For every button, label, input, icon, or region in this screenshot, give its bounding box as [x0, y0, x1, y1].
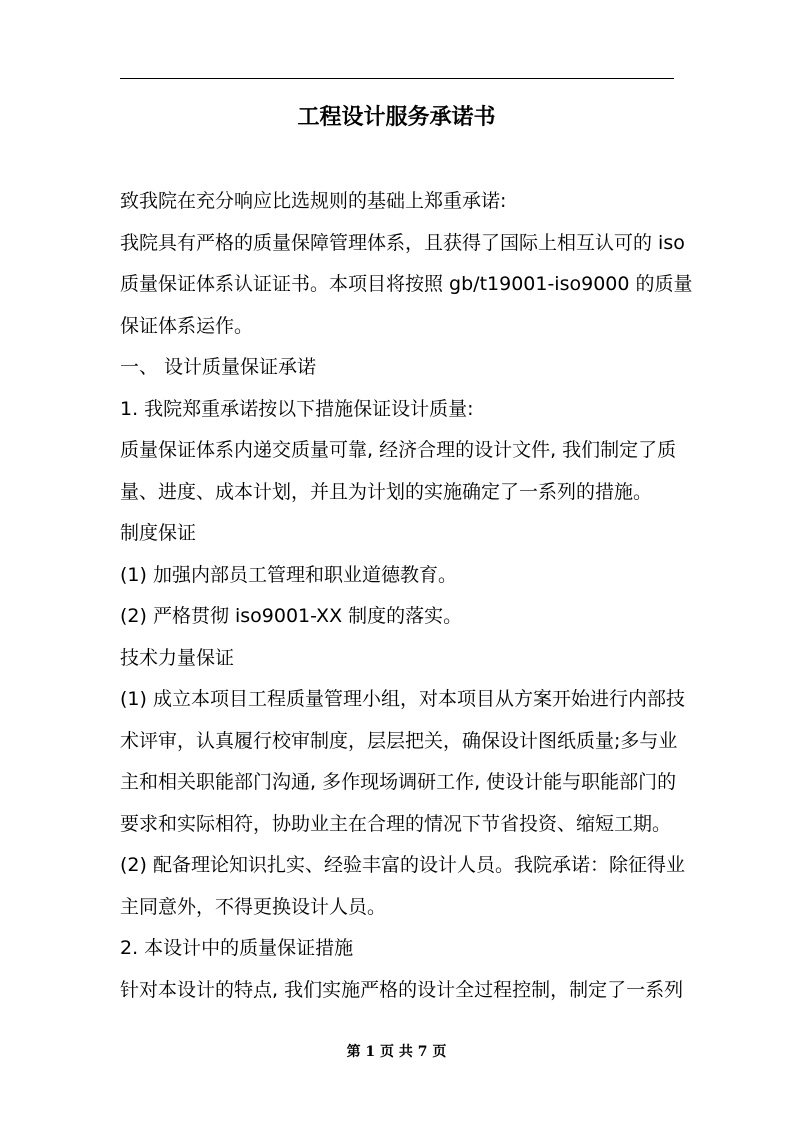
body-line: (1) 成立本项目工程质量管理小组，对本项目从方案开始进行内部技 [120, 688, 685, 710]
body-line: 量、进度、成本计划，并且为计划的实施确定了一系列的措施。 [120, 480, 653, 503]
body-line: (2) 严格贯彻 iso9001-XX 制度的落实。 [120, 605, 463, 627]
body-line: 要求和实际相符，协助业主在合理的情况下节省投资、缩短工期。 [120, 812, 672, 835]
section-heading: 2. 本设计中的质量保证措施 [120, 937, 354, 959]
subsection-heading: 技术力量保证 [120, 646, 235, 669]
body-line: 致我院在充分响应比选规则的基础上郑重承诺: [120, 190, 507, 212]
section-heading: 一、 设计质量保证承诺 [120, 356, 317, 378]
page-number: 第 1 页 共 7 页 [346, 1044, 447, 1060]
body-line: 主和相关职能部门沟通, 多作现场调研工作, 使设计能与职能部门的 [120, 771, 677, 793]
body-line: 1. 我院郑重承诺按以下措施保证设计质量: [120, 397, 474, 420]
body-line: 保证体系运作。 [120, 314, 254, 337]
header-rule [120, 78, 674, 79]
body-line: (1) 加强内部员工管理和职业道德教育。 [120, 563, 457, 586]
body-line: 主同意外，不得更换设计人员。 [120, 895, 387, 918]
body-line: 针对本设计的特点, 我们实施严格的设计全过程控制，制定了一系列 [120, 978, 684, 1001]
body-line: 质量保证体系认证证书。本项目将按照 gb/t19001-iso9000 的质量 [120, 273, 693, 295]
subsection-heading: 制度保证 [120, 522, 197, 544]
body-line: 质量保证体系内递交质量可靠, 经济合理的设计文件, 我们制定了质 [120, 439, 677, 461]
body-line: (2) 配备理论知识扎实、经验丰富的设计人员。我院承诺：除征得业 [120, 854, 685, 876]
document-title: 工程设计服务承诺书 [297, 105, 496, 130]
body-line: 术评审，认真履行校审制度，层层把关，确保设计图纸质量;多与业 [120, 729, 678, 752]
body-line: 我院具有严格的质量保障管理体系，且获得了国际上相互认可的 iso [120, 231, 685, 254]
document-body [120, 181, 693, 1011]
